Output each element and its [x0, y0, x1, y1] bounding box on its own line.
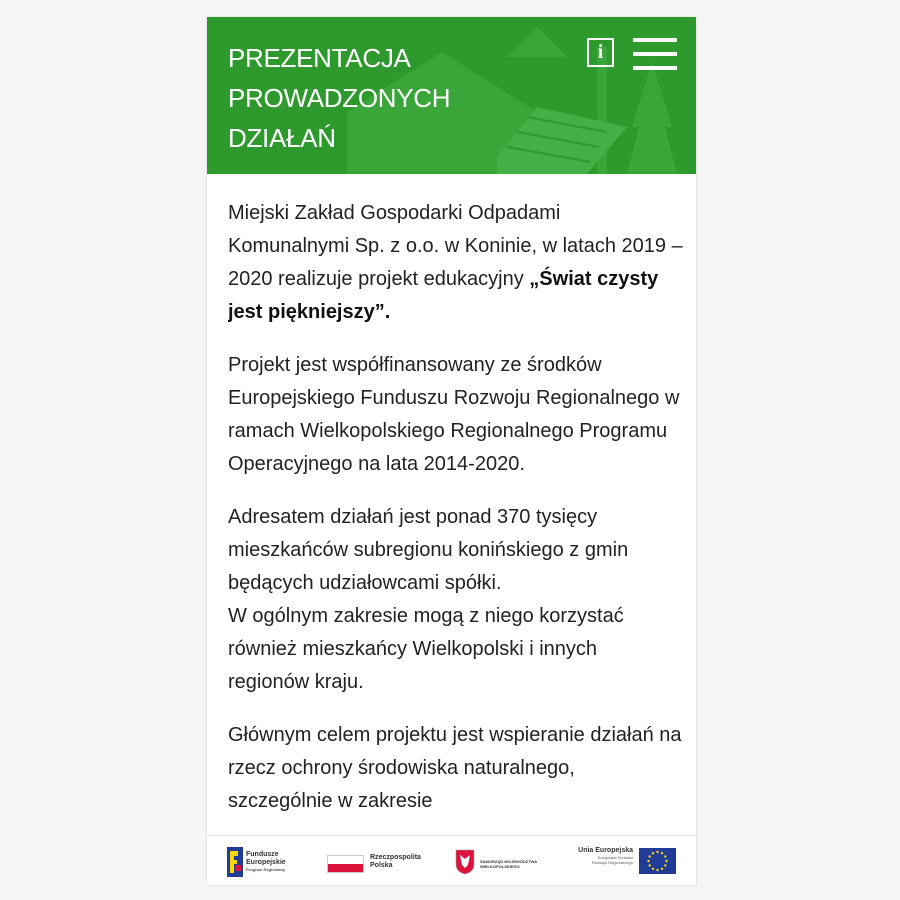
hamburger-menu-icon	[633, 66, 677, 70]
page-title-line: PREZENTACJA	[228, 43, 411, 73]
page-title-line: PROWADZONYCH	[228, 83, 451, 113]
page-title	[228, 38, 528, 158]
info-icon: i	[597, 41, 604, 63]
wlkp-logo-text: WIELKOPOLSKIEGO	[480, 864, 520, 869]
rp-logo-text: Polska	[370, 862, 393, 869]
mobile-page	[207, 17, 696, 885]
fundusze-europejskie-logo	[227, 847, 309, 877]
paragraph-audience	[228, 501, 683, 699]
ue-logo-subtext: Rozwoju Regionalnego	[591, 860, 633, 865]
ue-logo-text: Unia Europejska	[578, 847, 633, 854]
polish-flag-icon	[327, 855, 364, 873]
fe-logo-subtext: Program Regionalny	[246, 867, 286, 872]
wielkopolska-logo	[455, 847, 550, 877]
fe-logo-text: Fundusze	[246, 851, 279, 858]
wlkp-logo-text: SAMORZĄD WOJEWÓDZTWA	[480, 859, 538, 864]
fundusze-europejskie-icon	[227, 847, 243, 877]
paragraph-intro	[228, 197, 683, 329]
paragraph-funding: Projekt jest współfinansowany ze środków Europejskiego Funduszu Rozwoju Regionalnego w ramach Wielkopolskiego Regionalnego Programu Operacyjnego na lata 2014-2020.	[228, 354, 680, 475]
paragraph-goal: Głównym celem projektu jest wspieranie działań na rzecz ochrony środowiska naturalnego, szczególnie w zakresie	[228, 724, 682, 812]
rzeczpospolita-polska-logo	[327, 850, 437, 874]
hamburger-menu-icon	[633, 52, 677, 56]
hamburger-menu-icon	[633, 38, 677, 42]
info-button[interactable]	[587, 38, 614, 67]
article-content	[228, 197, 683, 837]
unia-europejska-logo	[563, 845, 681, 879]
page-title-line: DZIAŁAŃ	[228, 123, 336, 153]
paragraph-audience-text: Adresatem działań jest ponad 370 tysięcy mieszkańców subregionu konińskiego z gmin będących udziałowcami spółki.	[228, 506, 629, 594]
paragraph-intro-text: Miejski Zakład Gospodarki Odpadami Komunalnymi Sp. z o.o. w Koninie, w latach 2019 – 2020 realizuje projekt edukacyjny	[228, 202, 683, 290]
eu-flag-icon	[639, 848, 676, 874]
project-name: „Świat czysty jest piękniejszy”.	[228, 268, 659, 323]
rp-logo-text: Rzeczpospolita	[370, 854, 421, 861]
fe-logo-text: Europejskie	[246, 859, 286, 866]
ue-logo-subtext: Europejski Fundusz	[597, 855, 633, 860]
wielkopolska-coat-of-arms-icon	[455, 849, 475, 875]
page-header	[207, 17, 696, 174]
funding-logos-footer	[207, 835, 696, 885]
paragraph-audience-text: W ogólnym zakresie mogą z niego korzystać również mieszkańcy Wielkopolski i innych regionów kraju.	[228, 605, 624, 693]
hamburger-menu-button[interactable]	[633, 38, 677, 70]
